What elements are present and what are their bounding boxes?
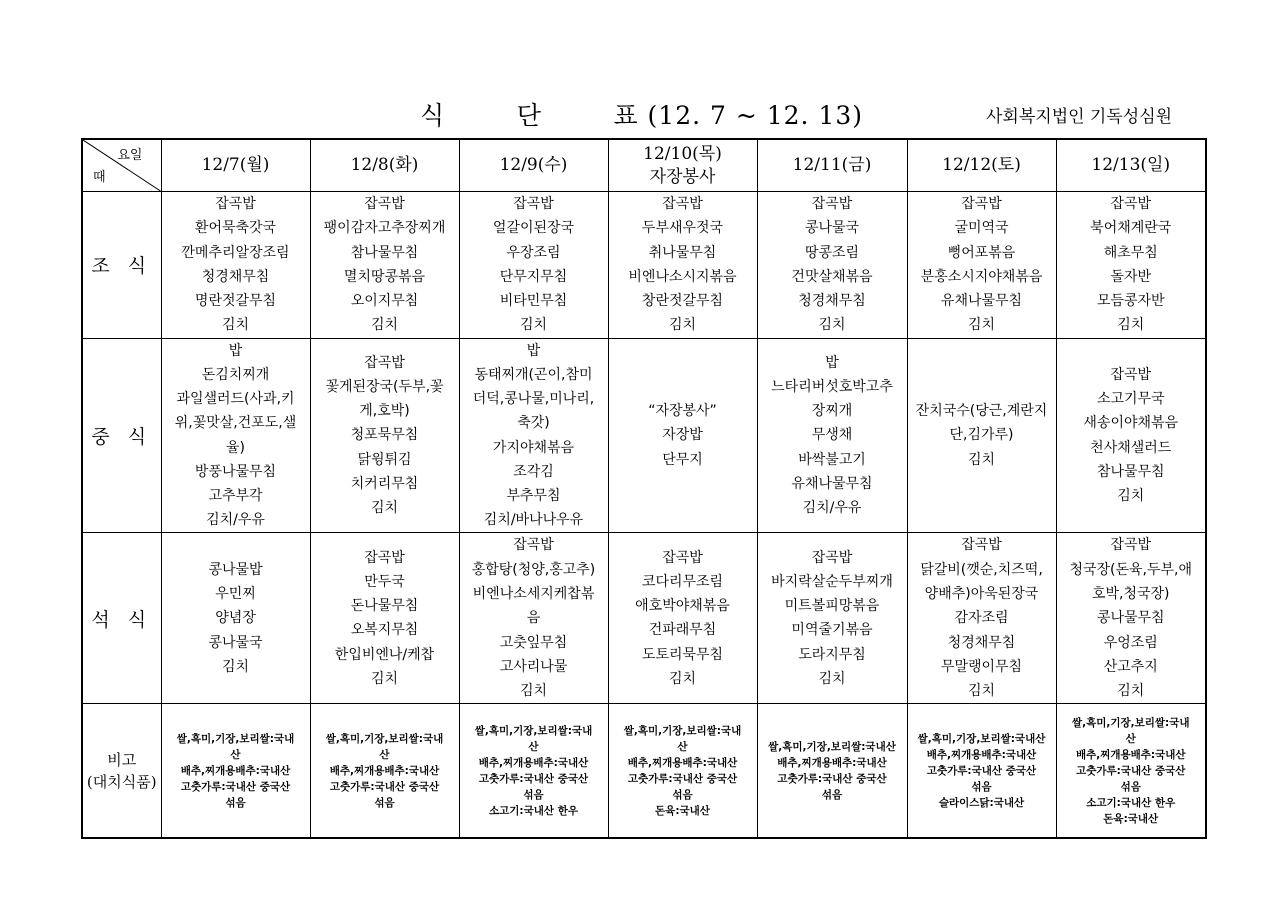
note-line: 산 xyxy=(379,748,390,761)
note-line: 섞음 xyxy=(821,788,843,801)
menu-item: 우민찌 xyxy=(215,586,256,602)
lunch-cell xyxy=(608,338,757,533)
menu-item: 잡곡밥 xyxy=(961,196,1002,212)
menu-item: 고사리나물 xyxy=(499,658,568,675)
notes-cell xyxy=(757,704,907,838)
page-title: 식 단 표 (12. 7 ~ 12. 13) xyxy=(420,101,864,130)
lunch-cell xyxy=(757,338,907,533)
note-line: 산 xyxy=(677,740,688,753)
menu-item: 감자조림 xyxy=(954,610,1009,627)
note-line: 쌀,흑미,기장,보리쌀:국내 xyxy=(623,724,742,737)
menu-item: 가지야채볶음 xyxy=(492,439,575,456)
menu-item: 콩나물국 xyxy=(804,220,860,237)
breakfast-cell xyxy=(757,192,907,339)
menu-item: 김치/바나나우유 xyxy=(483,512,584,529)
menu-item: 청포묵무침 xyxy=(350,427,419,444)
menu-item: 우엉조림 xyxy=(1103,634,1158,651)
dinner-cell xyxy=(757,533,907,704)
note-line: 슬라이스닭:국내산 xyxy=(938,796,1025,809)
breakfast-cell xyxy=(1056,192,1206,339)
menu-item: 만두국 xyxy=(364,573,405,590)
menu-item: 한입비엔나/케찹 xyxy=(334,646,435,663)
menu-item: 더덕,콩나물,미나리, xyxy=(472,391,595,408)
menu-item: 김치 xyxy=(221,317,250,334)
menu-item: 느타리버섯호박고추 xyxy=(771,379,893,396)
dinner-cell xyxy=(907,533,1056,704)
note-line: 돈육:국내산 xyxy=(1103,812,1159,825)
menu-item: 애호박야채볶음 xyxy=(635,598,730,615)
breakfast-cell xyxy=(310,192,459,339)
breakfast-cell xyxy=(459,192,608,339)
menu-item: 김치 xyxy=(967,317,996,334)
day-header-sun: 12/13(일) xyxy=(1056,139,1206,192)
menu-item: 비엔나소시지볶음 xyxy=(628,268,737,285)
corner-day-label: 요일 xyxy=(117,148,143,163)
menu-item: 돌자반 xyxy=(1110,268,1152,285)
note-line: 고춧가루:국내산 중국산 xyxy=(627,772,738,785)
menu-item: 김치 xyxy=(519,317,548,334)
menu-item: 새송이야채볶음 xyxy=(1083,415,1179,432)
menu-item: 잡곡밥 xyxy=(662,196,703,212)
menu-item: 김치 xyxy=(370,671,399,688)
menu-item: 김치 xyxy=(668,317,697,334)
note-line: 쌀,흑미,기장,보리쌀:국내 xyxy=(176,732,295,745)
menu-item: 잡곡밥 xyxy=(364,354,405,371)
note-line: 배추,찌개용배추:국내산 xyxy=(777,756,887,769)
menu-item: 유채나물무침 xyxy=(791,475,873,492)
menu-item: 천사채샐러드 xyxy=(1090,439,1172,456)
note-line: 쌀,흑미,기장,보리쌀:국내 xyxy=(474,724,593,737)
note-line: 고춧가루:국내산 중국산 xyxy=(926,764,1037,777)
menu-item: 김치 xyxy=(370,500,399,517)
menu-item: 호박,청국장) xyxy=(1091,586,1170,602)
menu-item: 잡곡밥 xyxy=(364,196,405,212)
day-header-sat: 12/12(토) xyxy=(907,139,1056,192)
breakfast-label: 조 식 xyxy=(82,192,161,339)
day-header-wed: 12/9(수) xyxy=(459,139,608,192)
note-line: 고춧가루:국내산 중국산 xyxy=(777,772,887,785)
menu-item: 잡곡밥 xyxy=(364,549,405,566)
note-line: 돈육:국내산 xyxy=(655,804,710,817)
breakfast-cell xyxy=(608,192,757,339)
menu-item: 김치 xyxy=(221,658,250,675)
menu-item: 동태찌개(곤이,참미 xyxy=(474,366,593,383)
menu-item: 김치 xyxy=(1117,317,1145,334)
menu-item: 게,호박) xyxy=(359,403,410,420)
menu-item: 잡곡밥 xyxy=(1110,366,1152,383)
menu-item: 잡곡밥 xyxy=(215,196,256,212)
note-line: 배추,찌개용배추:국내산 xyxy=(180,764,291,777)
menu-item: 잡곡밥 xyxy=(513,537,554,554)
menu-item: 오이지무침 xyxy=(350,293,419,310)
menu-item: 땅콩조림 xyxy=(804,244,860,261)
menu-item: 해초무침 xyxy=(1103,244,1158,261)
menu-item: 바싹불고기 xyxy=(798,451,866,468)
lunch-cell xyxy=(310,338,459,533)
menu-item: 양배추)아욱된장국 xyxy=(924,586,1039,602)
menu-item: 닭갈비(깻순,치즈떡, xyxy=(920,561,1043,578)
note-line: 배추,찌개용배추:국내산 xyxy=(926,748,1037,761)
note-line: 산 xyxy=(1125,732,1136,745)
organization-name: 사회복지법인 기독성심원 xyxy=(986,107,1173,127)
menu-item: 청경채무침 xyxy=(947,634,1016,651)
menu-item: 비타민무침 xyxy=(499,293,568,310)
menu-item: 오복지무침 xyxy=(350,622,419,639)
menu-item: 돈김치찌개 xyxy=(201,366,270,383)
menu-item: 잡곡밥 xyxy=(811,196,853,212)
menu-item: 고추부각 xyxy=(208,488,263,504)
menu-item: 김치/우유 xyxy=(802,500,862,517)
menu-item: 자장밥 xyxy=(662,427,703,444)
menu-item: 단무지무침 xyxy=(499,268,568,285)
menu-item: 청경채무침 xyxy=(798,293,866,310)
note-line: 섞음 xyxy=(374,796,395,809)
menu-item: 잡곡밥 xyxy=(1110,196,1152,212)
menu-item: 꽃게된장국(두부,꽃 xyxy=(325,379,444,396)
header-row xyxy=(82,139,1206,192)
menu-item: 참나물무침 xyxy=(1096,463,1165,480)
menu-item: 축갓) xyxy=(517,415,550,432)
menu-item: 과일샐러드(사과,키 xyxy=(176,391,295,408)
menu-item: 밥 xyxy=(526,342,541,359)
menu-item: 무말랭이무침 xyxy=(940,658,1023,675)
menu-item: 소고기무국 xyxy=(1096,391,1165,408)
menu-item: 김치 xyxy=(370,317,399,334)
menu-item: 김치 xyxy=(668,671,697,688)
lunch-cell xyxy=(459,338,608,533)
menu-item: 치커리무침 xyxy=(350,475,419,492)
menu-item: 홍합탕(청양,홍고추) xyxy=(471,561,596,578)
menu-item: 명란젓갈무침 xyxy=(194,293,277,310)
menu-item: 바지락살순두부찌개 xyxy=(771,573,893,590)
menu-item: 굴미역국 xyxy=(954,220,1009,237)
menu-item: 청국장(돈육,두부,애 xyxy=(1069,561,1193,578)
note-line: 배추,찌개용배추:국내산 xyxy=(1075,748,1186,761)
note-line: 고춧가루:국내산 중국산 xyxy=(180,780,291,793)
menu-item: 부추무침 xyxy=(506,488,561,504)
menu-item: 도라지무침 xyxy=(798,646,866,663)
menu-item: 잡곡밥 xyxy=(1110,537,1152,554)
note-line: 쌀,흑미,기장,보리쌀:국내산 xyxy=(768,740,896,753)
menu-item: 김치 xyxy=(519,683,548,700)
menu-item: 조각김 xyxy=(513,463,554,480)
corner-cell xyxy=(82,139,161,192)
menu-item: 위,꽃맛살,건포도,샐 xyxy=(174,415,297,432)
notes-label: 비고 (대치식품) xyxy=(82,704,161,838)
note-line: 고춧가루:국내산 중국산 xyxy=(329,780,440,793)
notes-cell xyxy=(310,704,459,838)
menu-item: 고춧잎무침 xyxy=(499,634,568,651)
menu-item: 청경채무침 xyxy=(201,268,270,285)
note-line: 배추,찌개용배추:국내산 xyxy=(478,756,589,769)
breakfast-cell xyxy=(907,192,1056,339)
note-line: 섞음 xyxy=(1120,780,1141,793)
menu-item: 김치 xyxy=(1117,488,1145,504)
note-line: 섞음 xyxy=(672,788,693,801)
menu-item: 건맛살채볶음 xyxy=(791,268,873,285)
dinner-cell xyxy=(310,533,459,704)
menu-item: 밥 xyxy=(228,342,243,359)
menu-item: 우장조림 xyxy=(506,244,561,261)
dinner-label: 석 식 xyxy=(82,533,161,704)
menu-item: 김치 xyxy=(967,451,996,468)
day-header-sub: 자장봉사 xyxy=(649,166,716,187)
note-line: 배추,찌개용배추:국내산 xyxy=(329,764,440,777)
note-line: 소고기:국내산 한우 xyxy=(1086,796,1176,809)
menu-item: 김치/우유 xyxy=(206,512,265,529)
menu-item: 장찌개 xyxy=(811,403,853,420)
menu-item: 닭윙튀김 xyxy=(357,451,412,468)
menu-item: 방풍나물무침 xyxy=(194,463,277,480)
day-header-tue: 12/8(화) xyxy=(310,139,459,192)
dinner-cell xyxy=(1056,533,1206,704)
menu-item: 잡곡밥 xyxy=(662,549,703,566)
menu-item: 참나물무침 xyxy=(350,244,419,261)
breakfast-row xyxy=(82,192,1206,339)
menu-item: 팽이감자고추장찌개 xyxy=(323,220,446,237)
notes-cell xyxy=(907,704,1056,838)
note-line: 섞음 xyxy=(225,796,246,809)
dinner-cell xyxy=(459,533,608,704)
menu-item: 창란젓갈무침 xyxy=(641,293,724,310)
menu-item: 비엔나소세지케찹볶 xyxy=(472,586,595,602)
dinner-cell xyxy=(161,533,310,704)
note-line: 섞음 xyxy=(971,780,992,793)
menu-item: 잡곡밥 xyxy=(961,537,1002,554)
lunch-row xyxy=(82,338,1206,533)
note-line: 고춧가루:국내산 중국산 xyxy=(1076,764,1186,777)
menu-item: 김치 xyxy=(967,683,996,700)
menu-item: 율) xyxy=(226,439,245,456)
menu-item: “자장봉사” xyxy=(648,403,717,420)
lunch-cell xyxy=(907,338,1056,533)
menu-item: 김치 xyxy=(818,317,846,334)
menu-item: 코다리무조림 xyxy=(641,573,724,590)
note-line: 소고기:국내산 한우 xyxy=(489,804,578,817)
menu-item: 잔치국수(당근,계란지 xyxy=(915,403,1048,420)
menu-item: 모듬콩자반 xyxy=(1096,293,1165,310)
menu-item: 유채나물무침 xyxy=(940,293,1023,310)
note-line: 산 xyxy=(230,748,241,761)
menu-item: 환어묵축갓국 xyxy=(194,220,277,237)
menu-item: 콩나물무침 xyxy=(1096,610,1165,627)
menu-item: 단,김가루) xyxy=(949,427,1014,444)
day-header-fri: 12/11(금) xyxy=(757,139,907,192)
menu-item: 도토리묵무침 xyxy=(641,646,724,663)
menu-item: 미트볼피망볶음 xyxy=(784,598,880,615)
menu-item: 무생채 xyxy=(811,427,853,444)
note-line: 배추,찌개용배추:국내산 xyxy=(627,756,738,769)
menu-item: 건파래무침 xyxy=(648,622,717,639)
menu-item: 깐메추리알장조림 xyxy=(181,244,290,261)
note-line: 쌀,흑미,기장,보리쌀:국내산 xyxy=(917,732,1046,745)
menu-item: 돈나물무침 xyxy=(350,598,419,615)
notes-cell xyxy=(608,704,757,838)
notes-cell xyxy=(1056,704,1206,838)
corner-time-label: 때 xyxy=(93,170,106,185)
note-line: 쌀,흑미,기장,보리쌀:국내 xyxy=(1071,716,1190,729)
menu-item: 두부새우젓국 xyxy=(641,220,724,237)
note-line: 섞음 xyxy=(523,788,544,801)
notes-row xyxy=(82,704,1206,838)
menu-item: 취나물무침 xyxy=(648,244,717,261)
menu-item: 미역줄기볶음 xyxy=(791,622,873,639)
note-line: 산 xyxy=(528,740,539,753)
menu-item: 음 xyxy=(526,610,541,627)
dinner-row xyxy=(82,533,1206,704)
menu-item: 잡곡밥 xyxy=(811,549,853,566)
menu-item: 산고추지 xyxy=(1103,658,1158,675)
menu-item: 얼갈이된장국 xyxy=(492,220,575,237)
menu-item: 뻥어포볶음 xyxy=(947,244,1016,261)
note-line: 쌀,흑미,기장,보리쌀:국내 xyxy=(325,732,444,745)
menu-table xyxy=(81,138,1207,839)
notes-cell xyxy=(161,704,310,838)
lunch-cell xyxy=(161,338,310,533)
menu-item: 콩나물밥 xyxy=(208,561,263,578)
menu-item: 김치 xyxy=(818,671,846,688)
menu-item: 잡곡밥 xyxy=(513,196,554,212)
menu-item: 분홍소시지야채볶음 xyxy=(920,268,1043,285)
menu-item: 멸치땅콩볶음 xyxy=(343,268,426,285)
lunch-label: 중 식 xyxy=(82,338,161,533)
dinner-cell xyxy=(608,533,757,704)
menu-item: 양념장 xyxy=(215,610,256,627)
breakfast-cell xyxy=(161,192,310,339)
menu-item: 콩나물국 xyxy=(208,634,263,651)
menu-item: 김치 xyxy=(1117,683,1145,700)
menu-item: 단무지 xyxy=(662,451,703,468)
note-line: 고춧가루:국내산 중국산 xyxy=(478,772,589,785)
menu-item: 북어채계란국 xyxy=(1090,220,1172,237)
menu-item: 밥 xyxy=(825,354,839,371)
day-header-thu: 12/10(목) 자장봉사 xyxy=(608,139,757,192)
notes-cell xyxy=(459,704,608,838)
day-header-mon: 12/7(월) xyxy=(161,139,310,192)
lunch-cell xyxy=(1056,338,1206,533)
